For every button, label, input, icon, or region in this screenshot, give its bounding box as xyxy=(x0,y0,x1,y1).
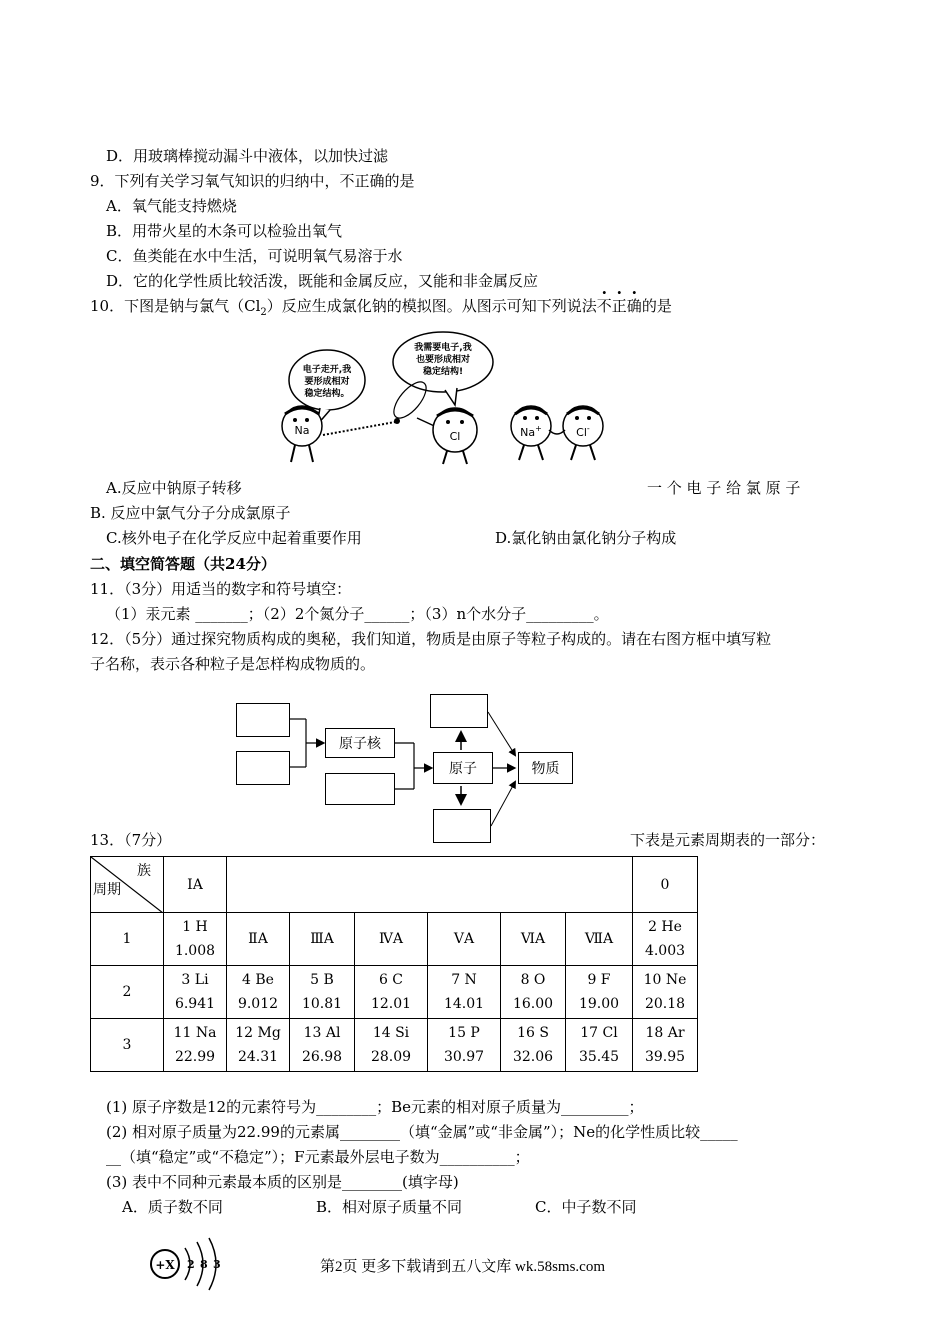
group-header-blank xyxy=(227,857,633,913)
periodic-table xyxy=(90,856,698,1072)
q9-option-c: C．鱼类能在水中生活，可说明氧气易溶于水 xyxy=(106,247,403,265)
group-4a-header: ⅣA xyxy=(355,913,428,966)
q10-option-a-right: 一 个 电 子 给 氯 原 子 xyxy=(647,479,801,497)
element-cell: 11 Na 22.99 xyxy=(164,1019,227,1072)
section-title: 二、填空简答题（共24分） xyxy=(90,555,276,573)
q12-stem: 12．（5分）通过探究物质构成的奥秘，我们知道，物质是由原子等粒子构成的。请在右图方框中填写粒 xyxy=(90,630,772,648)
q10-option-a-left: A.反应中钠原子转移 xyxy=(106,479,242,497)
q9-stem: 9．下列有关学习氧气知识的归纳中，不正确的是 xyxy=(90,172,415,190)
element-cell: 16 S 32.06 xyxy=(501,1019,566,1072)
element-cell: 8 O 16.00 xyxy=(501,966,566,1019)
group-7a-header: ⅦA xyxy=(566,913,633,966)
group-0-header: 0 xyxy=(633,857,698,913)
atom-box: 原子 xyxy=(433,752,493,784)
svg-text:Cl: Cl xyxy=(449,430,461,443)
matter-box: 物质 xyxy=(518,752,573,784)
svg-text:8: 8 xyxy=(200,1258,208,1271)
nucleus-box: 原子核 xyxy=(325,728,395,758)
element-cell: 18 Ar 39.95 xyxy=(633,1019,698,1072)
element-cell: 3 Li 6.941 xyxy=(164,966,227,1019)
period-3: 3 xyxy=(91,1019,164,1072)
q13-stem-left: 13．（7分） xyxy=(90,831,172,849)
svg-text:我需要电子,我: 我需要电子,我 xyxy=(414,343,472,353)
element-cell: 4 Be 9.012 xyxy=(227,966,290,1019)
element-cell-h: 1 H 1.008 xyxy=(164,913,227,966)
q10-option-b: B. 反应中氯气分子分成氯原子 xyxy=(90,504,291,522)
group-1a-header: IA xyxy=(164,857,227,913)
element-cell: 17 Cl 35.45 xyxy=(566,1019,633,1072)
element-cell: 12 Mg 24.31 xyxy=(227,1019,290,1072)
svg-text:稳定结构。: 稳定结构。 xyxy=(304,389,350,399)
element-cell: 5 B 10.81 xyxy=(290,966,355,1019)
svg-text:Na+: Na+ xyxy=(520,424,542,439)
q13-option-c: C．中子数不同 xyxy=(535,1198,637,1216)
svg-text:2: 2 xyxy=(187,1258,195,1271)
svg-text:要形成相对: 要形成相对 xyxy=(304,377,350,387)
element-cell: 6 C 12.01 xyxy=(355,966,428,1019)
atomic-structure-diagram xyxy=(145,1232,235,1292)
q9-option-a: A．氧气能支持燃烧 xyxy=(106,197,237,215)
element-cell: 7 N 14.01 xyxy=(428,966,501,1019)
q10-option-c: C.核外电子在化学反应中起着重要作用 xyxy=(106,529,362,547)
q13-sub2: (2) 相对原子质量为22.99的元素属________（填“金属”或“非金属”）；Ne的化学性质比较_____ xyxy=(106,1123,738,1141)
element-cell: 10 Ne 20.18 xyxy=(633,966,698,1019)
period-1: 1 xyxy=(91,913,164,966)
q10-option-d: D.氯化钠由氯化钠分子构成 xyxy=(495,529,677,547)
element-cell: 13 Al 26.98 xyxy=(290,1019,355,1072)
element-cell: 9 F 19.00 xyxy=(566,966,633,1019)
q8-option-d: D．用玻璃棒搅动漏斗中液体，以加快过滤 xyxy=(106,147,389,165)
period-2: 2 xyxy=(91,966,164,1019)
q9-option-b: B．用带火星的木条可以检验出氧气 xyxy=(106,222,343,240)
svg-text:Na: Na xyxy=(294,424,310,437)
q13-option-b: B．相对原子质量不同 xyxy=(316,1198,463,1216)
table-corner: 族 周期 xyxy=(91,857,164,913)
page-footer: 第2页 更多下载请到五八文库 wk.58sms.com xyxy=(320,1259,606,1275)
q13-stem-right: 下表是元素周期表的一部分： xyxy=(630,831,826,849)
q13-sub3: (3) 表中不同种元素最本质的区别是________(填字母) xyxy=(106,1173,459,1191)
svg-text:稳定结构!: 稳定结构! xyxy=(422,367,464,377)
element-cell-he: 2 He 4.003 xyxy=(633,913,698,966)
q12-stem-2: 子名称，表示各种粒子是怎样构成物质的。 xyxy=(90,655,376,673)
svg-text:也要形成相对: 也要形成相对 xyxy=(415,355,471,365)
svg-text:3: 3 xyxy=(213,1258,221,1271)
q13-option-a: A．质子数不同 xyxy=(122,1198,223,1216)
svg-text:电子走开,我: 电子走开,我 xyxy=(302,365,352,375)
svg-text:+X: +X xyxy=(155,1258,175,1272)
q11-blanks: （1）汞元素 _______；（2）2个氮分子______；（3）n个水分子_________。 xyxy=(106,605,609,623)
group-5a-header: ⅤA xyxy=(428,913,501,966)
svg-text:Cl-: Cl- xyxy=(576,424,590,439)
group-3a-header: ⅢA xyxy=(290,913,355,966)
group-2a-header: ⅡA xyxy=(227,913,290,966)
q10-stem: 10．下图是钠与氯气$(Cl_2)$反应生成氯化钠的模拟图。从图示可知下列说法不正确的是 xyxy=(90,297,672,318)
q9-option-d: D．它的化学性质比较活泼，既能和金属反应，又能和非金属反应 xyxy=(106,272,539,290)
q11-stem: 11．（3分）用适当的数字和符号填空： xyxy=(90,580,352,598)
q13-sub1: (1) 原子序数是12的元素符号为________；Be元素的相对原子质量为_________； xyxy=(106,1098,644,1116)
element-cell: 15 P 30.97 xyxy=(428,1019,501,1072)
group-6a-header: ⅥA xyxy=(501,913,566,966)
q13-sub2-cont: __（填“稳定”或“不稳定”）；F元素最外层电子数为__________； xyxy=(106,1148,530,1166)
element-cell: 14 Si 28.09 xyxy=(355,1019,428,1072)
